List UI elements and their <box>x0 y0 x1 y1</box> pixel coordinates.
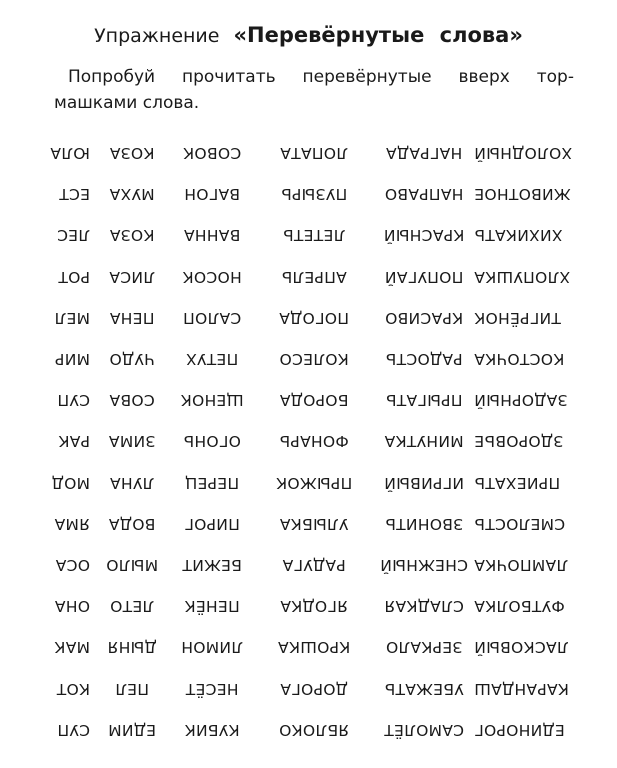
title-prefix: Упражнение <box>94 25 220 47</box>
upside-down-word: ВАННА <box>183 226 241 245</box>
instruction-line-1 <box>54 64 574 90</box>
upside-down-word: ЗИМА <box>108 432 156 451</box>
upside-down-word: СОВОК <box>182 144 242 162</box>
word-row <box>44 632 574 662</box>
upside-down-word: СНЕЖНЫЙ <box>380 556 468 574</box>
upside-down-word: ЗЕРКАЛО <box>385 638 463 657</box>
upside-down-word: МОД <box>51 473 90 492</box>
upside-down-word: КОТ <box>56 679 90 698</box>
upside-down-word: ПЕНЁК <box>184 597 240 616</box>
upside-down-word: ОСА <box>55 556 90 574</box>
upside-down-word: ЩЕНОК <box>180 391 244 410</box>
upside-down-word: НАПРАВО <box>384 185 464 204</box>
upside-down-word: ИГРИВЫЙ <box>384 473 464 492</box>
word-row <box>44 509 574 539</box>
upside-down-word: ЛИСА <box>109 267 155 286</box>
upside-down-word: ЯМА <box>54 514 90 533</box>
upside-down-word: ЗДОРОВЬЕ <box>474 432 564 451</box>
upside-down-word: КАРАНДАШ <box>474 679 569 698</box>
upside-down-word: ФУТБОЛКА <box>474 597 565 616</box>
upside-down-word: ЕСТ <box>59 185 90 204</box>
upside-down-word: ЮЛА <box>50 144 90 162</box>
instruction-word: тор- <box>536 67 574 87</box>
word-row <box>44 220 574 250</box>
upside-down-word: САМОЛЁТ <box>383 720 465 739</box>
instruction-word: вверх <box>458 67 510 87</box>
upside-down-word: ЛЕТО <box>109 597 155 616</box>
upside-down-word: ДОРОГА <box>280 679 348 698</box>
upside-down-word: БЕЖИТ <box>182 556 242 574</box>
upside-down-word: САЛОП <box>182 308 242 327</box>
upside-down-word: АПРЕЛЬ <box>281 267 347 286</box>
upside-down-word: РАДОСТЬ <box>385 350 463 368</box>
upside-down-word: КРАСНЫЙ <box>383 226 465 245</box>
upside-down-word: ПЕЛ <box>115 679 150 698</box>
upside-down-word: БОРОДА <box>279 391 349 410</box>
upside-down-word: ЛИМОН <box>181 638 243 657</box>
word-row <box>44 179 574 209</box>
upside-down-word: НЕСЁТ <box>185 679 239 698</box>
upside-down-word: ЯБЛОКО <box>278 720 350 739</box>
instruction-word: Попробуй <box>68 67 156 87</box>
word-row <box>44 426 574 456</box>
upside-down-word: ЯГОДКА <box>280 597 348 616</box>
word-row <box>44 591 574 621</box>
upside-down-word: ПРИЕХАТЬ <box>474 473 561 492</box>
upside-down-word: ЛУНА <box>109 473 155 492</box>
upside-down-word: ДЫНЯ <box>107 638 157 657</box>
upside-down-word: ОНА <box>54 597 90 616</box>
upside-down-word: КОЗА <box>109 226 155 245</box>
upside-down-word: РАДУГА <box>282 556 346 574</box>
upside-down-word: КРОШКА <box>277 638 351 657</box>
upside-down-word: НОСОК <box>182 267 242 286</box>
upside-down-word: СУП <box>57 391 90 410</box>
upside-down-word: ПРЫГАТЬ <box>385 391 463 410</box>
upside-down-word: ПОПУГАЙ <box>384 267 464 286</box>
upside-down-word: ПОГОДА <box>278 308 350 327</box>
word-row <box>44 550 574 580</box>
word-row <box>44 468 574 498</box>
upside-down-word: МЕЛ <box>54 308 90 327</box>
upside-down-word: ЕДИНОРОГ <box>474 720 565 739</box>
upside-down-word: ЗВОНИТЬ <box>384 514 464 533</box>
upside-down-word: МУХА <box>109 185 155 204</box>
upside-down-word: ХИХИКАТЬ <box>474 226 563 245</box>
upside-down-word: КОЛЕСО <box>279 350 349 368</box>
upside-down-word: КРАСИВО <box>384 308 464 327</box>
word-row <box>44 344 574 374</box>
upside-down-word: СМЕЛОСТЬ <box>474 514 566 533</box>
upside-down-word: УЛЫБКА <box>279 514 349 533</box>
upside-down-word: ПИРОГ <box>184 514 240 533</box>
word-row <box>44 385 574 415</box>
instruction-word: перевёрнутые <box>302 67 432 87</box>
upside-down-word: ПУЗЫРЬ <box>280 185 348 204</box>
upside-down-word: МИНУТКА <box>384 432 464 451</box>
upside-down-word: ЧУДО <box>109 350 155 368</box>
word-row <box>44 674 574 704</box>
title-name: «Перевёрнутые слова» <box>233 23 523 47</box>
instruction-line-2: машками слова. <box>54 93 200 113</box>
word-row <box>44 262 574 292</box>
upside-down-word: ЛОПАТА <box>280 144 348 162</box>
upside-down-word: ЗАДОРНЫЙ <box>474 391 568 410</box>
upside-down-word: ФОНАРЬ <box>279 432 349 451</box>
upside-down-word: ХЛОПУШКА <box>474 267 571 286</box>
upside-down-word: НАГРАДА <box>385 144 463 162</box>
upside-down-word: ЖИВОТНОЕ <box>474 185 571 204</box>
upside-down-word: ЛЕС <box>56 226 90 245</box>
upside-down-word: МЫЛО <box>105 556 159 574</box>
upside-down-word: ЛАСКОВЫЙ <box>474 638 569 657</box>
upside-down-word: ЕДИМ <box>107 720 157 739</box>
upside-down-word: СУП <box>57 720 90 739</box>
upside-down-word: ХОЛОДНЫЙ <box>474 144 573 162</box>
upside-down-word: УБЕЖАТЬ <box>384 679 464 698</box>
upside-down-word: ПРЫЖОК <box>275 473 353 492</box>
instruction-word: прочитать <box>181 67 276 87</box>
upside-down-word: КОСТОЧКА <box>474 350 565 368</box>
upside-down-word: МАК <box>54 638 90 657</box>
upside-down-word: ОГОНЬ <box>183 432 241 451</box>
upside-down-word: КУБИК <box>184 720 240 739</box>
upside-down-word: СОВА <box>109 391 155 410</box>
upside-down-word: МИР <box>54 350 90 368</box>
word-row <box>44 303 574 333</box>
upside-down-word: КОЗА <box>109 144 155 162</box>
instruction-text <box>54 64 574 116</box>
upside-down-word: СЛАДКАЯ <box>384 597 464 616</box>
upside-down-word: ПЕРЕЦ <box>184 473 240 492</box>
upside-down-word: ЛЕТЕТЬ <box>282 226 346 245</box>
upside-down-word: ТИГРЁНОК <box>474 308 561 327</box>
page-title <box>0 22 617 49</box>
upside-down-word: ЛАМПОЧКА <box>474 556 569 574</box>
upside-down-word: ПЕНА <box>109 308 155 327</box>
upside-down-word: РАК <box>58 432 90 451</box>
upside-down-word: ВОДА <box>108 514 156 533</box>
upside-down-word: РОТ <box>58 267 90 286</box>
word-row <box>44 715 574 745</box>
upside-down-word-grid <box>44 138 574 758</box>
word-row <box>44 138 574 168</box>
upside-down-word: ВАГОН <box>183 185 241 204</box>
upside-down-word: ПЕТУХ <box>185 350 239 368</box>
